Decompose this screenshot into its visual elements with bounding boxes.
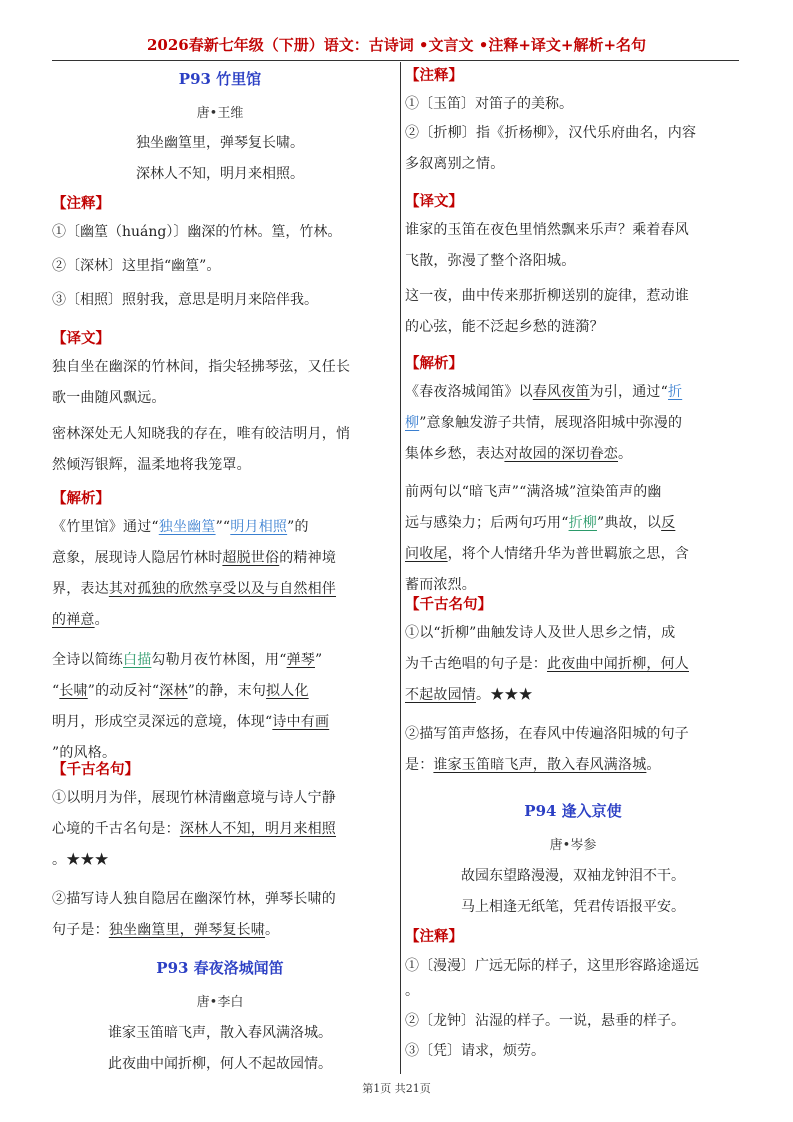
text-line <box>52 814 388 845</box>
famous-line-item <box>405 618 741 711</box>
famous-heading: 【千古名句】 <box>52 761 139 778</box>
translation-paragraph <box>405 281 741 343</box>
translation-paragraph <box>52 419 388 481</box>
text-line <box>52 512 388 543</box>
highlight: 折 <box>667 384 683 400</box>
underlined: 其对孤独的欣然享受以及与自然相伴 <box>108 581 337 597</box>
underlined: 深林 <box>159 683 188 699</box>
poem-author: 唐•李白 <box>196 995 244 1010</box>
analysis-paragraph <box>52 512 388 636</box>
text-line: 前两句以“暗飞声”“满洛城”渲染笛声的幽 <box>405 484 662 500</box>
highlight: 白描 <box>123 652 152 668</box>
poem-line: 谁家玉笛暗飞声，散入春风满洛城。 <box>108 1025 332 1041</box>
translation-heading: 【译文】 <box>405 193 463 210</box>
text: 集体乡愁，表达 <box>405 446 505 462</box>
text: ”意象触发游子共情，展现洛阳城中弥漫的 <box>419 415 683 431</box>
text: 勾勒月夜竹林图，用“ <box>151 652 287 668</box>
underlined: 独坐幽篁里，弹琴复长啸 <box>108 922 266 938</box>
text-line: ②描写诗人独自隐居在幽深竹林，弹琴长啸的 <box>52 891 336 907</box>
text-line: 。★★★ <box>52 852 109 868</box>
poem-line: 马上相逢无纸笔，凭君传语报平安。 <box>461 899 685 915</box>
poem-title: P94 逢入京使 <box>524 802 622 820</box>
text-line <box>52 543 388 574</box>
highlight: 折柳 <box>568 515 597 531</box>
text-line: 独自坐在幽深的竹林间，指尖轻拂琴弦，又任长 <box>52 359 351 375</box>
underlined: 长啸 <box>59 683 88 699</box>
poem-line: 独坐幽篁里，弹琴复长啸。 <box>136 135 304 151</box>
translation-paragraph <box>52 352 388 414</box>
underlined: 的禅意 <box>52 612 95 628</box>
highlight: 独坐幽篁 <box>158 519 216 535</box>
underlined: 问收尾 <box>405 546 448 562</box>
column-divider <box>400 62 401 1074</box>
underlined: 深林人不知，明月来相照 <box>179 821 337 837</box>
text-line <box>52 676 388 707</box>
text: “ <box>52 683 60 699</box>
text-line: 蓄而浓烈。 <box>405 577 476 593</box>
poem-line: 深林人不知，明月来相照。 <box>136 166 304 182</box>
underlined: 反 <box>661 515 676 531</box>
note-item: ②〔龙钟〕沾湿的样子。一说，悬垂的样子。 <box>405 1013 685 1029</box>
text-line: 飞散，弥漫了整个洛阳城。 <box>405 253 576 269</box>
text-line <box>405 408 741 439</box>
text: ”的风格。 <box>52 745 117 761</box>
text-line: 歌一曲随风飘远。 <box>52 390 166 406</box>
underlined: 超脱世俗 <box>222 550 280 566</box>
notes-heading: 【注释】 <box>52 195 110 212</box>
text-line: 密林深处无人知晓我的存在，唯有皎洁明月，悄 <box>52 426 351 442</box>
poem-author: 唐•王维 <box>196 106 244 121</box>
header-rule <box>52 60 739 61</box>
notes-heading: 【注释】 <box>405 67 463 84</box>
underlined: 诗中有画 <box>272 714 330 730</box>
text: 。 <box>618 446 633 462</box>
analysis-heading: 【解析】 <box>52 490 110 507</box>
text-line <box>405 680 741 711</box>
text: 句子是： <box>52 922 109 938</box>
page-footer: 第1页 共21页 <box>362 1082 431 1095</box>
text-line: ②描写笛声悠扬，在春风中传遍洛阳城的句子 <box>405 726 689 742</box>
text-line <box>52 574 388 605</box>
text-line <box>405 377 741 408</box>
text: 。 <box>94 612 109 628</box>
text: ，将个人情绪升华为普世羁旅之思，含 <box>447 546 690 562</box>
underlined: 拟人化 <box>266 683 309 699</box>
text: ”“ <box>215 519 231 535</box>
text-line: ①以“折柳”曲触发诗人及世人思乡之情，成 <box>405 625 676 641</box>
text: ”的 <box>287 519 309 535</box>
translation-heading: 【译文】 <box>52 330 110 347</box>
analysis-paragraph <box>52 645 388 769</box>
text-line <box>405 539 741 570</box>
poem-title: P93 竹里馆 <box>178 70 262 88</box>
poem-line: 此夜曲中闻折柳，何人不起故园情。 <box>108 1056 332 1072</box>
famous-line-item <box>52 884 388 946</box>
text: 界，表达 <box>52 581 109 597</box>
underlined: 此夜曲中闻折柳，何人 <box>547 656 689 672</box>
text: 意象，展现诗人隐居竹林时 <box>52 550 223 566</box>
text: 。 <box>646 757 661 773</box>
text: 明月，形成空灵深远的意境，体现“ <box>52 714 273 730</box>
text-line: 谁家的玉笛在夜色里悄然飘来乐声？乘着春风 <box>405 222 689 238</box>
text-line: 多叙离别之情。 <box>405 156 505 172</box>
poem-author: 唐•岑参 <box>549 838 597 853</box>
famous-line-item <box>52 783 388 876</box>
text-line <box>52 915 388 946</box>
text: ” <box>314 652 323 668</box>
underlined: 对故园的深切眷恋 <box>504 446 619 462</box>
analysis-paragraph <box>405 477 741 601</box>
text: 《春夜洛城闻笛》以 <box>405 384 533 400</box>
highlight: 明月相照 <box>230 519 288 535</box>
text-line <box>52 707 388 738</box>
text-line <box>52 645 388 676</box>
underlined: 春风夜笛 <box>532 384 590 400</box>
text: ”的静，末句 <box>187 683 267 699</box>
analysis-paragraph <box>405 377 741 470</box>
text: 的精神境 <box>279 550 337 566</box>
text: 。 <box>265 922 280 938</box>
poem-line: 故园东望路漫漫，双袖龙钟泪不干。 <box>461 868 685 884</box>
text-line: 的心弦，能不泛起乡愁的涟漪？ <box>405 319 604 335</box>
text-line <box>405 750 741 781</box>
highlight: 柳 <box>405 415 420 431</box>
text: 《竹里馆》通过“ <box>52 519 159 535</box>
text: 。★★★ <box>476 687 533 703</box>
note-item <box>405 118 741 180</box>
translation-paragraph <box>405 215 741 277</box>
underlined: 弹琴 <box>286 652 315 668</box>
text-line <box>52 605 388 636</box>
text-line <box>405 439 741 470</box>
poem-title: P93 春夜洛城闻笛 <box>156 959 284 977</box>
text-line: 这一夜，曲中传来那折柳送别的旋律，惹动谁 <box>405 288 689 304</box>
famous-line-item <box>405 719 741 781</box>
text: 全诗以简练 <box>52 652 123 668</box>
text: 远与感染力；后两句巧用“ <box>405 515 569 531</box>
text: 为千古绝唱的句子是： <box>405 656 547 672</box>
text-line: 然倾泻银辉，温柔地将我笼罩。 <box>52 457 251 473</box>
text: 为引，通过“ <box>589 384 668 400</box>
text: ”的动反衬“ <box>87 683 160 699</box>
note-item: ①〔幽篁（huáng）〕幽深的竹林。篁，竹林。 <box>52 224 342 240</box>
text: 是： <box>405 757 434 773</box>
note-item: ①〔玉笛〕对笛子的美称。 <box>405 96 573 112</box>
note-item: 。 <box>405 983 419 999</box>
note-item: ②〔深林〕这里指“幽篁”。 <box>52 258 221 274</box>
text: 心境的千古名句是： <box>52 821 180 837</box>
page-header: 2026春新七年级（下册）语文：古诗词 •文言文 •注释+译文+解析+名句 <box>146 36 647 54</box>
underlined: 谁家玉笛暗飞声，散入春风满洛城 <box>433 757 647 773</box>
analysis-heading: 【解析】 <box>405 355 463 372</box>
text: ”典故，以 <box>596 515 662 531</box>
text-line <box>405 649 741 680</box>
notes-heading: 【注释】 <box>405 928 463 945</box>
text-line: ①以明月为伴，展现竹林清幽意境与诗人宁静 <box>52 790 336 806</box>
text-line: ②〔折柳〕指《折杨柳》，汉代乐府曲名，内容 <box>405 125 697 141</box>
text-line <box>405 508 741 539</box>
famous-heading: 【千古名句】 <box>405 596 492 613</box>
note-item: ③〔相照〕照射我，意思是明月来陪伴我。 <box>52 292 318 308</box>
note-item: ③〔凭〕请求，烦劳。 <box>405 1043 545 1059</box>
note-item: ①〔漫漫〕广远无际的样子，这里形容路途遥远 <box>405 958 699 974</box>
underlined: 不起故园情 <box>405 687 476 703</box>
